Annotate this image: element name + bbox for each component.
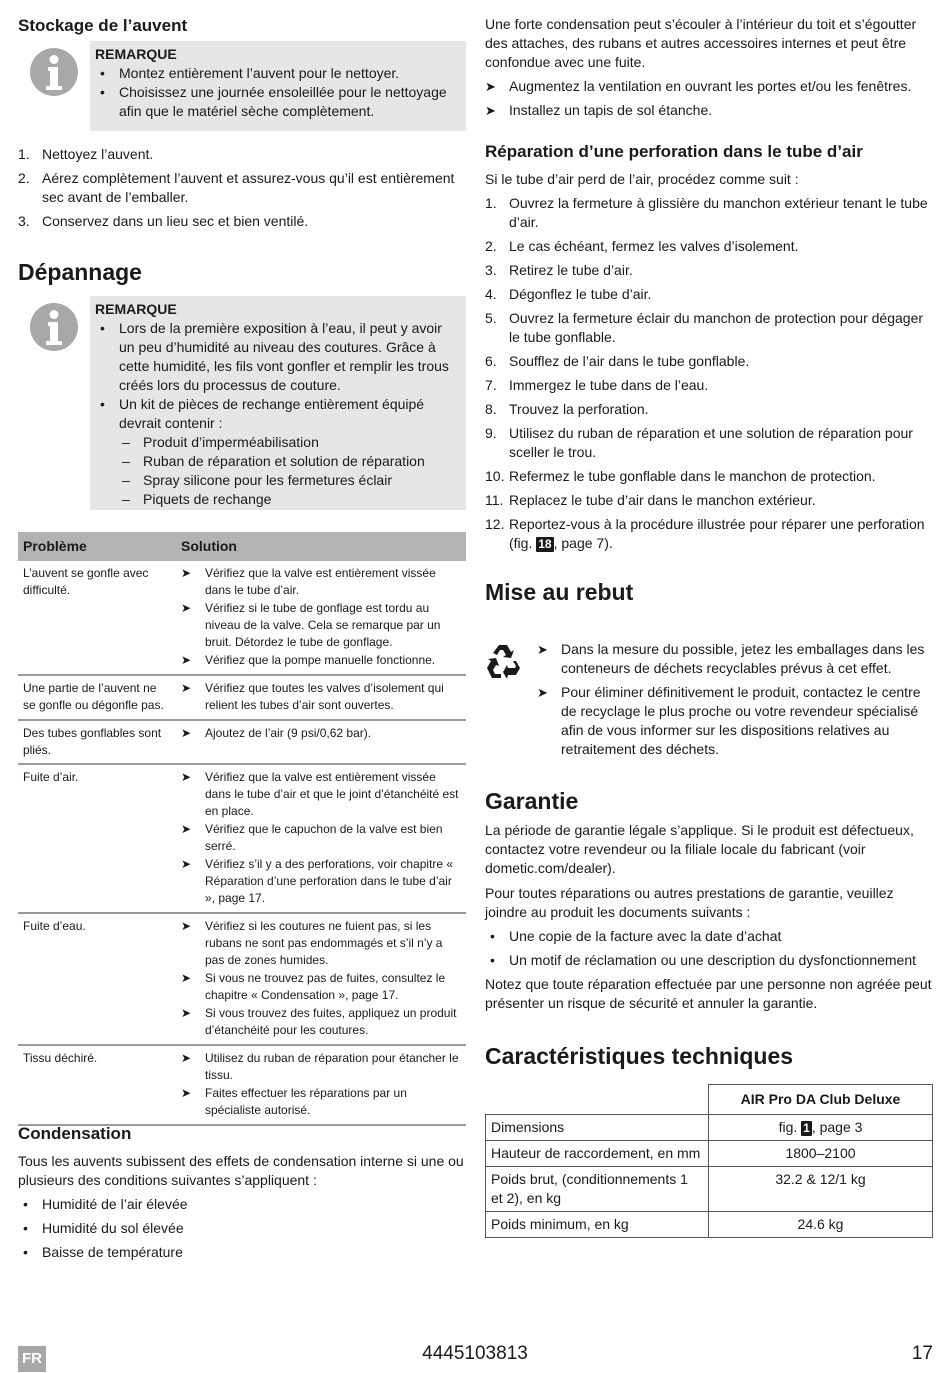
disposal-item: Dans la mesure du possible, jetez les emballages dans les conteneurs de déchets recyclables prévus à cet effet. <box>561 641 925 676</box>
table-row <box>18 764 466 913</box>
warranty-item: Une copie de la facture avec la date d’achat <box>509 928 782 944</box>
note-item: Lors de la première exposition à l’eau, il peut y avoir un peu d’humidité au niveau des coutures. Grâce à cette humidité, les fils vont gonfler et remplir les trous créés lors du processus de couture. <box>119 320 449 393</box>
problem-cell: Fuite d’eau. <box>18 913 176 1045</box>
table-row <box>18 675 466 720</box>
note-subitem: Piquets de rechange <box>143 491 272 507</box>
table-row <box>18 913 466 1045</box>
language-badge: FR <box>18 1346 46 1372</box>
step-number: 6. <box>485 353 497 369</box>
condition-item: Humidité de l’air élevée <box>42 1196 188 1212</box>
page-footer <box>0 1342 950 1372</box>
warranty-paragraph: Pour toutes réparations ou autres prestations de garantie, veuillez joindre au produit les documents suivants : <box>485 885 894 920</box>
figure-reference: 18 <box>538 537 552 551</box>
specs-heading: Caractéristiques techniques <box>485 1043 794 1069</box>
page-number: 17 <box>911 1343 933 1364</box>
table-row <box>486 1167 933 1212</box>
storage-note: REMARQUE • Montez entièrement l’auvent pour le nettoyer. • Choisissez une journée ensoleillée pour le nettoyage afin que le matériel sèche complètement. <box>18 41 466 131</box>
step-text: Nettoyez l’auvent. <box>42 146 154 162</box>
disposal-item: Pour éliminer définitivement le produit, contactez le centre de recyclage le plus proche ou votre revendeur spécialisé afin de vous informer sur les dispositions relatives au retraitement des déchets. <box>561 684 921 757</box>
solution-item: Vérifiez si les coutures ne fuient pas, si les rubans ne sont pas endommagés et s’il n’y a pas de zones humides. <box>205 919 443 967</box>
solution-item: Utilisez du ruban de réparation pour étancher le tissu. <box>205 1051 459 1082</box>
table-row <box>18 561 466 675</box>
warranty-body: La période de garantie légale s’applique. Si le produit est défectueux, contactez votre revendeur ou la filiale locale du fabricant (voir dometic.com/dealer). Pour toutes réparations ou autres prestations de garantie, veuillez joindre au produit les documents suivants : • Une copie de la facture avec la date d’achat • Un motif de réclamation ou une description du dysfonctionnement Notez que toute réparation effectuée par une personne non agréée peut présenter un risque de sécurité et annuler la garantie. <box>485 822 932 1011</box>
solution-item: Vérifiez si le tube de gonflage est tordu au niveau de la valve. Cela se remarque par un bruit. Détordez le tube de gonflage. <box>205 601 441 649</box>
note-item: Montez entièrement l’auvent pour le nettoyer. <box>119 65 400 81</box>
step-text: Trouvez la perforation. <box>509 401 649 417</box>
problem-cell: Des tubes gonflables sont pliés. <box>18 720 176 764</box>
step-text-part: Reportez-vous à la procédure illustrée pour réparer une perforation (fig. <box>509 516 925 551</box>
action-item: Augmentez la ventilation en ouvrant les portes et/ou les fenêtres. <box>509 78 912 94</box>
note-subitem: Ruban de réparation et solution de réparation <box>143 453 425 469</box>
note-subitem: Produit d’imperméabilisation <box>143 434 319 450</box>
problem-cell: L’auvent se gonfle avec difficulté. <box>18 561 176 675</box>
condensation-continued: Une forte condensation peut s’écouler à l’intérieur du toit et s’égoutter des attaches, des rubans et autres accessoires internes et peut être confondue avec une fuite. ➤ Augmentez la ventilation en ouvrant les portes et/ou les fenêtres. ➤ Installez un tapis de sol étanche. <box>485 15 925 120</box>
document-number: 4445103813 <box>422 1343 528 1364</box>
step-number: 12. <box>485 516 505 532</box>
solution-item: Ajoutez de l’air (9 psi/0,62 bar). <box>205 726 372 740</box>
spec-value: 24.6 kg <box>709 1212 933 1238</box>
spec-value-text: fig. <box>778 1119 798 1135</box>
solution-item: Vérifiez que la valve est entièrement vissée dans le tube d’air et que le joint d’étanchéité est en place. <box>205 770 459 818</box>
solution-item: Si vous ne trouvez pas de fuites, consultez le chapitre « Condensation », page 17. <box>205 971 446 1002</box>
warranty-item: Un motif de réclamation ou une description du dysfonctionnement <box>509 952 917 968</box>
troubleshooting-heading: Dépannage <box>18 259 142 285</box>
solution-item: Vérifiez s’il y a des perforations, voir chapitre « Réparation d’une perforation dans le tube d’air », page 17. <box>205 857 454 905</box>
spec-label: Dimensions <box>486 1115 709 1141</box>
table-header <box>18 532 466 561</box>
note-title: REMARQUE <box>95 301 177 317</box>
step-text: Dégonflez le tube d’air. <box>509 286 652 302</box>
solution-cell: ➤ Ajoutez de l’air (9 psi/0,62 bar). <box>176 720 466 764</box>
step-text: Immergez le tube dans de l’eau. <box>509 377 709 393</box>
table-row <box>486 1141 933 1167</box>
step-text: Conservez dans un lieu sec et bien ventilé. <box>42 213 309 229</box>
step-number: 3. <box>18 213 30 229</box>
step-text: Aérez complètement l’auvent et assurez-vous qu’il est entièrement sec avant de l’emballer. <box>42 170 455 205</box>
problem-cell: Une partie de l’auvent ne se gonfle ou dégonfle pas. <box>18 675 176 720</box>
step-number: 11. <box>485 492 504 508</box>
troubleshooting-table <box>18 532 466 1126</box>
step-number: 5. <box>485 310 497 326</box>
recycle-icon <box>485 640 537 759</box>
condensation-intro: Tous les auvents subissent des effets de condensation interne si une ou plusieurs des conditions suivantes s’appliquent : <box>18 1153 464 1188</box>
note-subitem: Spray silicone pour les fermetures éclair <box>143 472 392 488</box>
condition-item: Baisse de température <box>42 1244 183 1260</box>
repair-heading: Réparation d’une perforation dans le tube d’air <box>485 142 863 161</box>
condensation-text: Une forte condensation peut s’écouler à l’intérieur du toit et s’égoutter des attaches, des rubans et autres accessoires internes et peut être confondue avec une fuite. <box>485 16 917 70</box>
step-number: 1. <box>18 146 30 162</box>
step-number: 1. <box>485 195 497 211</box>
storage-steps <box>18 140 466 231</box>
spec-value: 32.2 & 12/1 kg <box>709 1167 933 1212</box>
solution-item: Vérifiez que toutes les valves d’isolement qui relient les tubes d’air sont ouvertes. <box>205 681 444 712</box>
step-text-part: , page 7). <box>553 535 613 551</box>
action-item: Installez un tapis de sol étanche. <box>509 102 713 118</box>
storage-heading: Stockage de l’auvent <box>18 16 188 35</box>
problem-cell: Fuite d’air. <box>18 764 176 913</box>
note-item: Un kit de pièces de rechange entièrement équipé devrait contenir : <box>119 396 425 431</box>
solution-cell: ➤ Vérifiez que toutes les valves d’isolement qui relient les tubes d’air sont ouvertes. <box>176 675 466 720</box>
empty-cell <box>486 1085 709 1115</box>
warranty-heading: Garantie <box>485 788 579 814</box>
table-row <box>18 720 466 764</box>
step-number: 4. <box>485 286 497 302</box>
step-text: Replacez le tube d’air dans le manchon extérieur. <box>509 492 816 508</box>
condition-item: Humidité du sol élevée <box>42 1220 184 1236</box>
solution-item: Vérifiez que le capuchon de la valve est bien serré. <box>205 822 443 853</box>
figure-reference: 1 <box>803 1121 810 1135</box>
step-number: 2. <box>485 238 497 254</box>
spec-label: Hauteur de raccordement, en mm <box>486 1141 709 1167</box>
step-text: Ouvrez la fermeture éclair du manchon de protection pour dégager le tube gonflable. <box>509 310 924 345</box>
column-header-problem: Problème <box>18 532 176 561</box>
info-icon <box>18 296 90 510</box>
step-text: Soufflez de l’air dans le tube gonflable. <box>509 353 750 369</box>
solution-item: Si vous trouvez des fuites, appliquez un produit d’étanchéité pour les coutures. <box>205 1006 457 1037</box>
table-row <box>486 1115 933 1141</box>
solution-cell: ➤ Utilisez du ruban de réparation pour étancher le tissu. ➤ Faites effectuer les réparations par un spécialiste autorisé. <box>176 1045 466 1125</box>
warranty-paragraph: La période de garantie légale s’applique. Si le produit est défectueux, contactez votre revendeur ou la filiale locale du fabricant (voir dometic.com/dealer). <box>485 822 914 876</box>
solution-item: Faites effectuer les réparations par un spécialiste autorisé. <box>205 1086 407 1117</box>
spec-value <box>709 1115 933 1141</box>
repair-intro: Si le tube d’air perd de l’air, procédez comme suit : <box>485 171 799 187</box>
step-number: 2. <box>18 170 30 186</box>
step-text <box>509 515 930 553</box>
step-text: Refermez le tube gonflable dans le manchon de protection. <box>509 468 876 484</box>
problem-cell: Tissu déchiré. <box>18 1045 176 1125</box>
specs-header-row <box>486 1085 933 1115</box>
step-number: 3. <box>485 262 497 278</box>
step-number: 7. <box>485 377 497 393</box>
repair-body <box>485 170 930 553</box>
solution-cell: ➤ Vérifiez si les coutures ne fuient pas, si les rubans ne sont pas endommagés et s’il n’y a pas de zones humides. ➤ Si vous ne trouvez pas de fuites, consultez le chapitre « Condensation », page 17. ➤ Si vous trouvez des fuites, appliquez un produit d’étanchéité pour les coutures. <box>176 913 466 1045</box>
specs-table <box>485 1084 933 1238</box>
spec-value: 1800–2100 <box>709 1141 933 1167</box>
table-row <box>18 1045 466 1125</box>
table-row <box>486 1212 933 1238</box>
column-header-solution: Solution <box>176 532 466 561</box>
step-number: 8. <box>485 401 497 417</box>
note-item: Choisissez une journée ensoleillée pour le nettoyage afin que le matériel sèche complètement. <box>119 84 447 119</box>
step-text: Utilisez du ruban de réparation et une solution de réparation pour sceller le trou. <box>509 425 913 460</box>
step-text: Le cas échéant, fermez les valves d’isolement. <box>509 238 799 254</box>
troubleshooting-note: REMARQUE • Lors de la première exposition à l’eau, il peut y avoir un peu d’humidité au niveau des coutures. Grâce à cette humidité, les fils vont gonfler et remplir les trous créés lors du processus de couture. • Un kit de pièces de rechange entièrement équipé devrait contenir : – Produit d’imperméabilisation – Ruban de réparation et solution de réparation – Spray silicone pour les fermetures éclair – Piquets de rechange <box>18 296 466 510</box>
spec-value-text: , page 3 <box>811 1119 863 1135</box>
solution-cell: ➤ Vérifiez que la valve est entièrement vissée dans le tube d’air et que le joint d’étanchéité est en place. ➤ Vérifiez que le capuchon de la valve est bien serré. ➤ Vérifiez s’il y a des perforations, voir chapitre « Réparation d’une perforation dans le tube d’air », page 17. <box>176 764 466 913</box>
disposal-body: ➤ Dans la mesure du possible, jetez les emballages dans les conteneurs de déchets recyclables prévus à cet effet. ➤ Pour éliminer définitivement le produit, contactez le centre de recyclage le plus proche ou votre revendeur spécialisé afin de vous informer sur les dispositions relatives au retraitement des déchets. <box>485 640 930 759</box>
condensation-heading: Condensation <box>18 1124 132 1143</box>
solution-item: Vérifiez que la valve est entièrement vissée dans le tube d’air. <box>205 566 436 597</box>
step-text: Ouvrez la fermeture à glissière du manchon extérieur tenant le tube d’air. <box>509 195 928 230</box>
step-number: 10. <box>485 468 505 484</box>
info-icon <box>18 41 90 131</box>
warranty-paragraph: Notez que toute réparation effectuée par une personne non agréée peut présenter un risque de sécurité et annuler la garantie. <box>485 976 932 1011</box>
model-header: AIR Pro DA Club Deluxe <box>709 1085 933 1115</box>
disposal-heading: Mise au rebut <box>485 579 634 605</box>
step-number: 9. <box>485 425 497 441</box>
step-text: Retirez le tube d’air. <box>509 262 633 278</box>
solution-cell: ➤ Vérifiez que la valve est entièrement vissée dans le tube d’air. ➤ Vérifiez si le tube de gonflage est tordu au niveau de la valve. Cela se remarque par un bruit. Détordez le tube de gonflage. ➤ Vérifiez que la pompe manuelle fonctionne. <box>176 561 466 675</box>
condensation-body: Tous les auvents subissent des effets de condensation interne si une ou plusieurs des conditions suivantes s’appliquent : • Humidité de l’air élevée • Humidité du sol élevée • Baisse de température <box>18 1152 466 1262</box>
solution-item: Vérifiez que la pompe manuelle fonctionne. <box>205 653 436 667</box>
note-title: REMARQUE <box>95 46 177 62</box>
spec-label: Poids minimum, en kg <box>486 1212 709 1238</box>
spec-label: Poids brut, (conditionnements 1 et 2), en kg <box>486 1167 709 1212</box>
